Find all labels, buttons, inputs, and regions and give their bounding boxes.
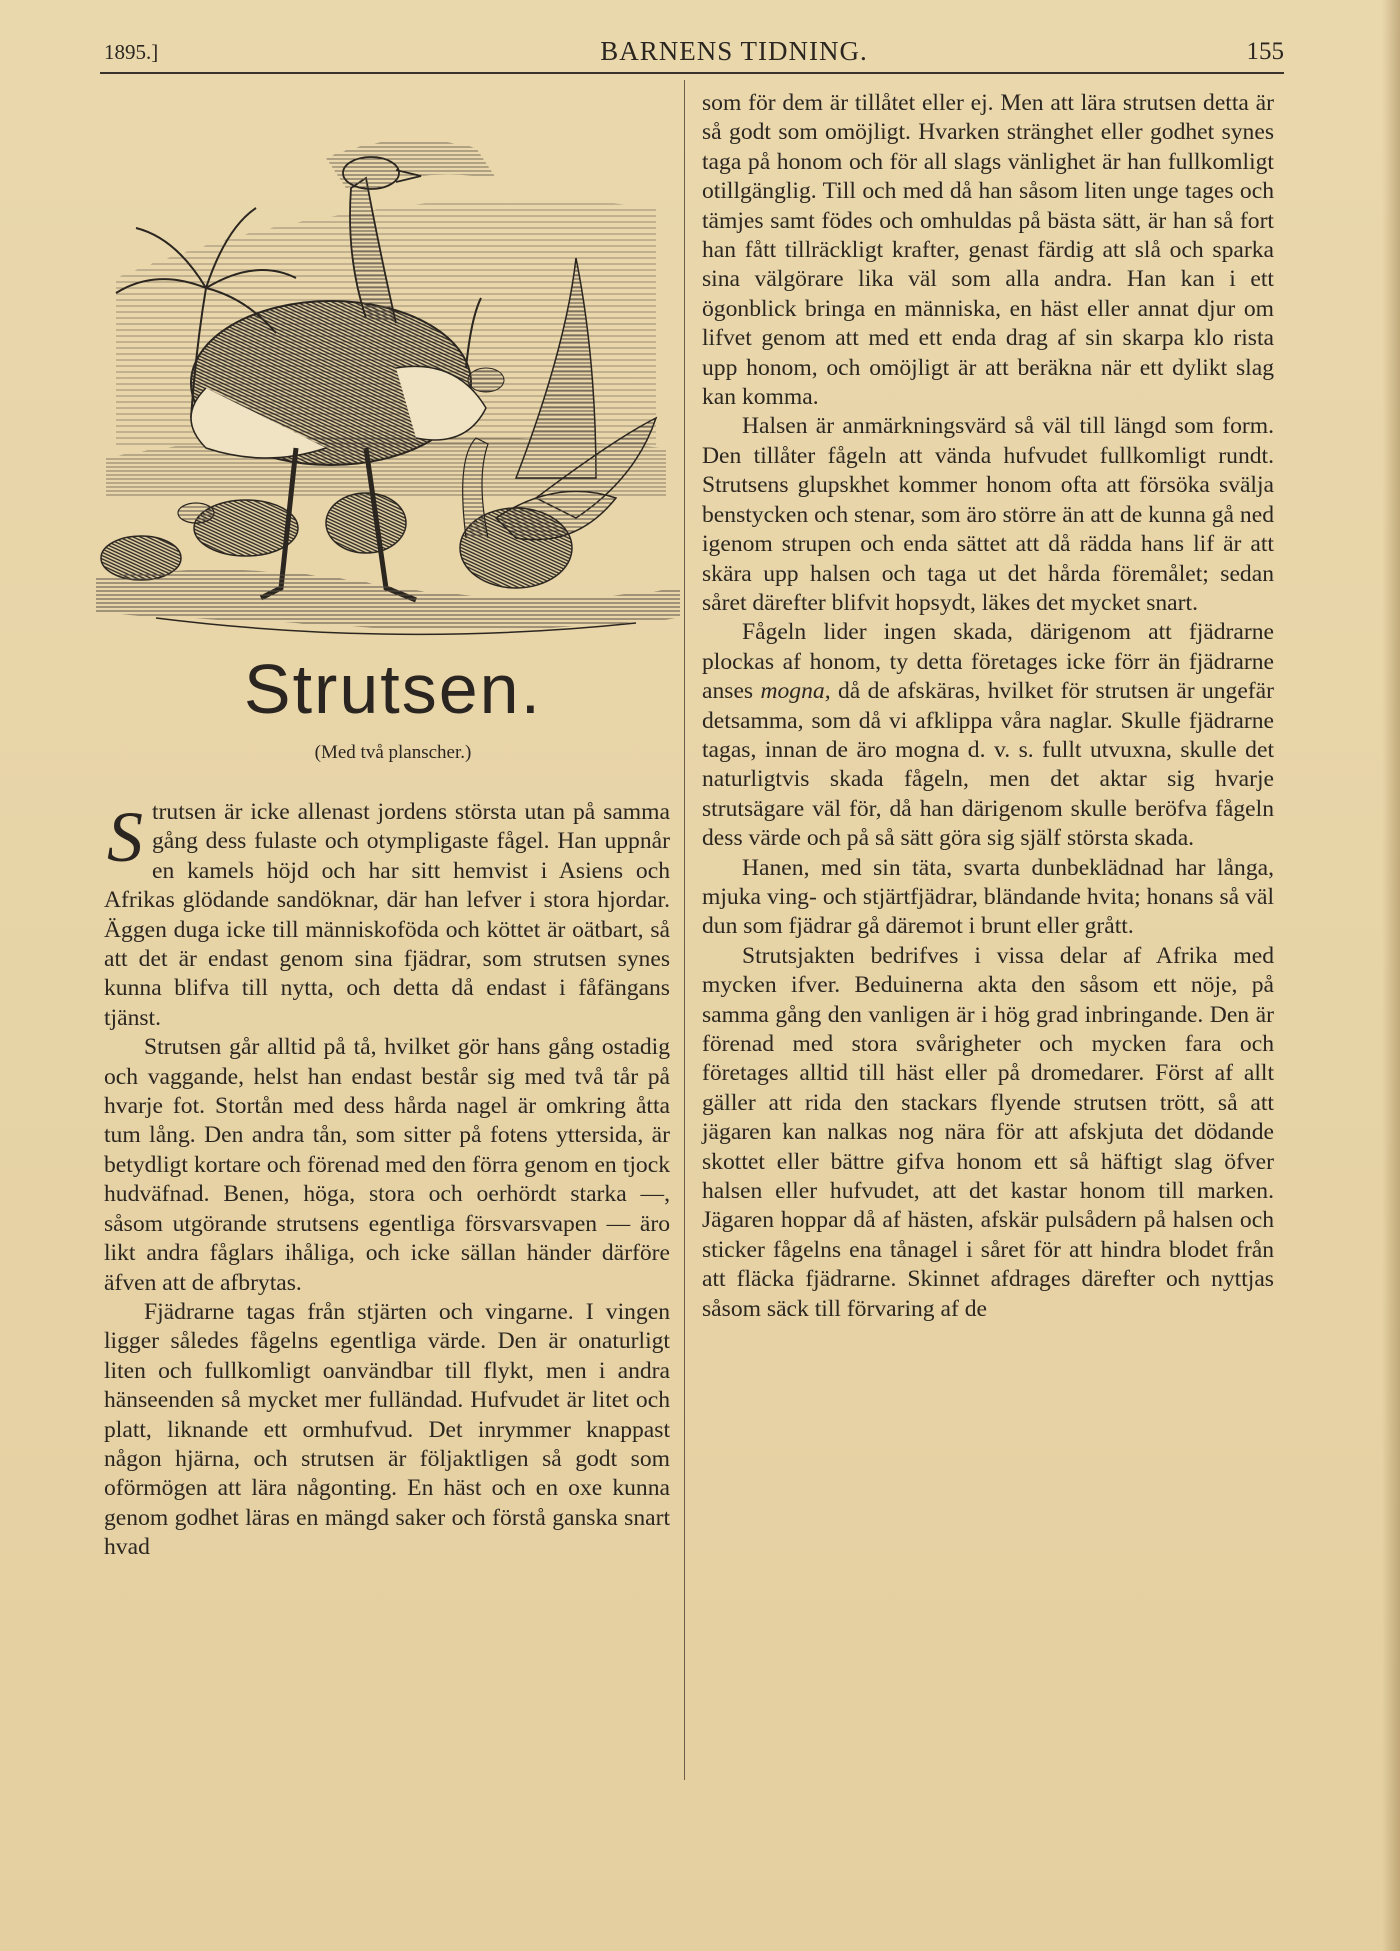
paragraph-4: som för dem är tillåtet eller ej. Men att lära strutsen detta är så godt som omöjligt. Hvarken stränghet eller godhet synes taga på honom och för all slags vänlighet är han fullkomligt otillgänglig. Till och med då han såsom liten unge tages och tämjes samt födes och omhuldas på bästa sätt, är han så fort han fått tillräckligt krafter, genast färdig att slå och sparka sina välgörare lika väl som alla andra. Han kan i ett ögonblick bringa en människa, en häst eller annat djur om lifvet genom att med ett enda drag af sin skarpa klo rista upp honom, och omöjligt är att beräkna när ett dylikt slag kan komma. [702, 90, 1274, 411]
header-title: BARNENS TIDNING. [600, 36, 868, 66]
paragraph-6-part-b: då de afskäras, hvilket för strutsen är ungefär detsamma, som då vi afklippa våra naglar. Skulle fjädrarne tagas, innan de äro mogna d. v. s. fullt utvuxna, skulle det naturligtvis skada fågeln, men det aktar sig hvarje strutsägare väl för, då han därigenom skulle beröfva fågeln dess värde och på så sätt göra sig själf största skada. [702, 678, 1274, 852]
page-header [104, 30, 1284, 76]
paragraph-6-emphasis: mogna, [760, 678, 831, 705]
header-year: 1895.] [104, 40, 159, 64]
ostrich-engraving-illustration [96, 118, 680, 658]
column-divider [684, 80, 685, 1780]
right-column [702, 89, 1274, 1324]
article-subtitle: (Med två planscher.) [314, 742, 472, 763]
paragraph-8: Strutsjakten bedrifves i vissa delar af Afrika med mycken ifver. Beduinerna akta den såsom ett nöje, på samma gång den vanligen är i hög grad inbringande. Den är förenad med stora svårigheter och mycken fara och företages alltid till häst eller på dromedarer. Först af allt gäller att rida den stackars flyende strutsen trött, så att jägaren kan nalkas nog nära för att afskjuta det dödande skottet eller bättre gifva honom ett så häftigt slag öfver halsen eller hufvudet, att det kastar honom till marken. Jägaren hoppar då af hästen, afskär pulsådern på halsen och sticker fågelns ena tånagel i såret för att hindra blodet från att fläcka fjädrarne. Skinnet afdrages därefter och nyttjas såsom säck till förvaring af de [702, 942, 1274, 1322]
paragraph-7: Hanen, med sin täta, svarta dunbeklädnad har långa, mjuka ving- och stjärtfjädrar, bländande hvita; honans så väl dun som fjädrar gå däremot i brunt eller grått. [702, 854, 1274, 940]
article-title: Strutsen. [243, 650, 543, 728]
paragraph-1-text: trutsen är icke allenast jordens största utan på samma gång dess fulaste och otympligaste fågel. Han uppnår en kamels höjd och har sitt hemvist i Asiens och Afrikas glödande sandöknar, där han lefver i stora hjordar. Äggen duga icke till människoföda och köttet är oätbart, så att det är endast genom sina fjädrar, som strutsen synes kunna blifva till nytta, och detta då endast i fåfängans tjänst. [104, 799, 670, 1031]
paragraph-3: Fjädrarne tagas från stjärten och vingarne. I vingen ligger således fågelns egentliga värde. Den är onaturligt liten och fullkomligt oanvändbar till flykt, men i andra hänseenden så mycket mer fulländad. Hufvudet är litet och platt, liknande ett ormhufvud. Det inrymmer knappast någon hjärna, och strutsen är följaktligen så godt som oförmögen att lära någonting. En häst och en oxe kunna genom godhet läras en mängd saker och förstå ganska snart hvad [104, 1298, 670, 1561]
paragraph-5: Halsen är anmärkningsvärd så väl till längd som form. Den tillåter fågeln att vända hufvudet fullkomligt rundt. Strutsens glupskhet kommer honom ofta att försöka svälja benstycken och stenar, som äro större än att de kunna gå ned igenom strupen och enda sättet att då rädda hans lif är att skära upp halsen och taga ut det hårda föremålet; sedan såret därefter blifvit hopsydt, läkes det mycket snart. [702, 413, 1274, 616]
paragraph-6 [702, 618, 1274, 853]
drop-cap-s: S [107, 797, 143, 877]
header-page-number: 155 [1246, 38, 1284, 65]
paragraph-intro [104, 798, 670, 1033]
left-column [104, 798, 670, 1563]
paragraph-6-part-a: Fågeln lider ingen skada, därigenom att fjädrarne plockas af honom, ty detta företages icke förr än fjädrarne anses [702, 619, 1274, 705]
header-rule [100, 72, 1284, 74]
paragraph-2: Strutsen går alltid på tå, hvilket gör hans gång ostadig och vaggande, helst han endast består sig med två tår på hvarje fot. Stortån med dess hårda nagel är omkring åtta tum lång. Den andra tån, som sitter på fotens yttersida, är betydligt kortare och förenad med den förra genom en tjock hudväfnad. Benen, höga, stora och oerhördt starka —, såsom utgörande strutsens egentliga försvarsvapen — äro likt andra fåglars ihåliga, och icke sällan händer därföre äfven att de afbrytas. [104, 1034, 670, 1296]
